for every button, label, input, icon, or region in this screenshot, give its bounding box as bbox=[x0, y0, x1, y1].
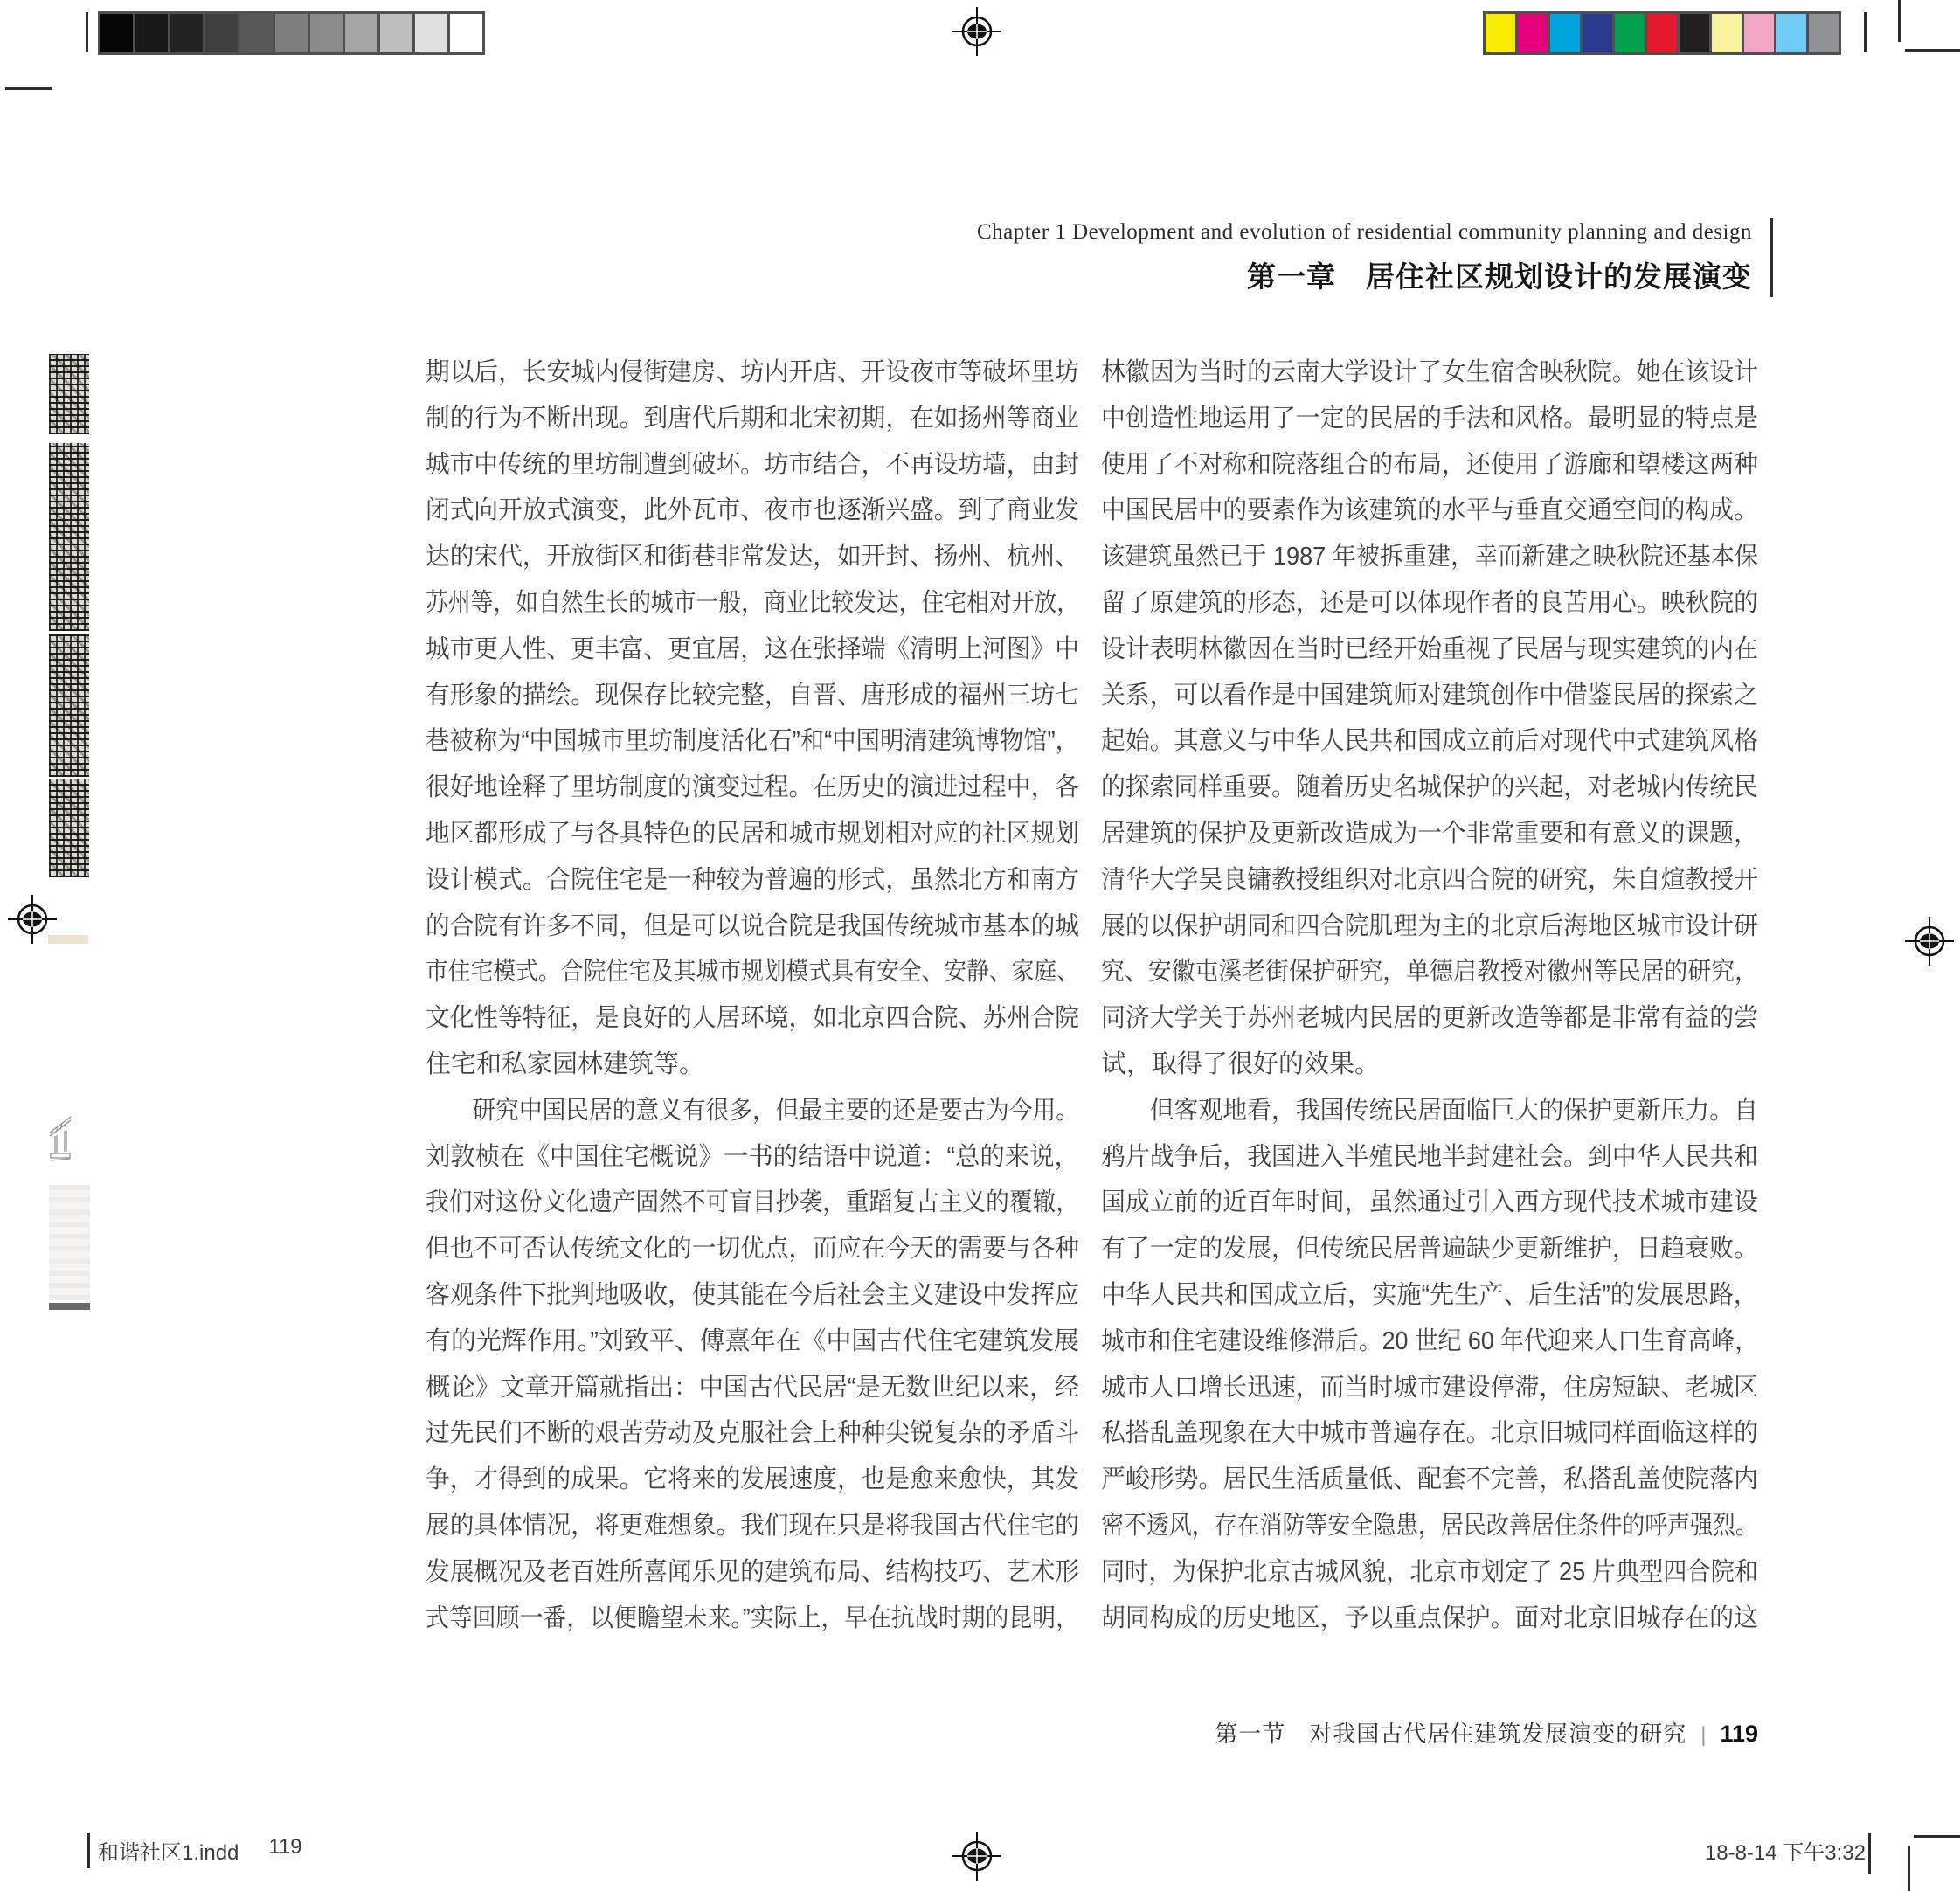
calibration-swatch bbox=[1712, 14, 1742, 52]
text-line: 城市中传统的里坊制遭到破坏。坊市结合，不再设坊墙，由封 bbox=[426, 450, 1079, 479]
text-line: 闭式向开放式演变，此外瓦市、夜市也逐渐兴盛。到了商业发 bbox=[426, 496, 1079, 525]
text-line: 有了一定的发展，但传统民居普遍缺少更新维护，日趋衰败。 bbox=[1101, 1235, 1758, 1264]
text-line: 城市更人性、更丰富、更宜居，这在张择端《清明上河图》中 bbox=[426, 634, 1079, 663]
text-line: 期以后，长安城内侵街建房、坊内开店、开设夜市等破坏里坊 bbox=[426, 358, 1079, 386]
margin-beige-strip bbox=[48, 935, 88, 944]
crop-mark bbox=[1914, 1835, 1960, 1838]
text-line: 使用了不对称和院落组合的布局，还使用了游廊和望楼这两种 bbox=[1101, 450, 1758, 479]
crop-mark bbox=[1905, 49, 1960, 52]
text-line: 究、安徽屯溪老街保护研究，单德启教授对徽州等民居的研究， bbox=[1101, 958, 1758, 987]
calibration-swatch bbox=[1647, 14, 1677, 52]
calibration-swatch bbox=[1809, 14, 1839, 52]
calibration-swatch bbox=[100, 14, 133, 52]
page-footer bbox=[1215, 1716, 1758, 1749]
margin-faint-strip bbox=[49, 1185, 90, 1300]
text-line: 刘敦桢在《中国住宅概说》一书的结语中说道：“总的来说， bbox=[426, 1142, 1079, 1171]
text-line: 但也不可否认传统文化的一切优点，而应在今天的需要与各种 bbox=[426, 1235, 1079, 1264]
registration-mark-icon bbox=[1905, 917, 1954, 966]
text-column-right bbox=[1101, 350, 1758, 1641]
registration-mark-icon bbox=[952, 1832, 1001, 1881]
text-line: 客观条件下批判地吸收，使其能在今后社会主义建设中发挥应 bbox=[426, 1280, 1079, 1309]
text-line: 地区都形成了与各具特色的民居和城市规划相对应的社区规划 bbox=[426, 819, 1079, 848]
text-line: 城市和住宅建设维修滞后。20 世纪 60 年代迎来人口生育高峰， bbox=[1101, 1326, 1758, 1355]
calibration-swatch bbox=[450, 14, 482, 52]
crop-mark bbox=[1864, 12, 1867, 52]
text-line: 设计表明林徽因在当时已经开始重视了民居与现实建筑的内在 bbox=[1101, 634, 1758, 663]
calibration-swatch bbox=[415, 14, 447, 52]
text-line: 国成立前的近百年时间，虽然通过引入西方现代技术城市建设 bbox=[1101, 1188, 1758, 1217]
text-line: 巷被称为“中国城市里坊制度活化石”和“中国明清建筑博物馆”， bbox=[426, 727, 1079, 756]
text-line: 文化性等特征，是良好的人居环境，如北京四合院、苏州合院 bbox=[426, 1004, 1079, 1033]
text-line: 概论》文章开篇就指出：中国古代民居“是无数世纪以来，经 bbox=[426, 1373, 1079, 1402]
calibration-swatch bbox=[205, 14, 238, 52]
text-line: 式等回顾一番，以便瞻望未来。”实际上，早在抗战时期的昆明， bbox=[426, 1604, 1079, 1632]
text-line: 有形象的描绘。现保存比较完整，自晋、唐形成的福州三坊七 bbox=[426, 681, 1079, 710]
page-number: 119 bbox=[1720, 1721, 1758, 1747]
text-line: 有的光辉作用。”刘致平、傅熹年在《中国古代住宅建筑发展 bbox=[426, 1326, 1079, 1355]
text-line: 我们对这份文化遗产固然不可盲目抄袭，重蹈复古主义的覆辙， bbox=[426, 1188, 1079, 1217]
margin-gray-bar bbox=[49, 1303, 90, 1310]
calibration-swatch bbox=[380, 14, 412, 52]
text-line: 密不透风，存在消防等安全隐患，居民改善居住条件的呼声强烈。 bbox=[1101, 1511, 1758, 1540]
text-line: 但客观地看，我国传统民居面临巨大的保护更新压力。自 bbox=[1101, 1096, 1758, 1125]
text-line: 私搭乱盖现象在大中城市普遍存在。北京旧城同样面临这样的 bbox=[1101, 1419, 1758, 1448]
calibration-swatch bbox=[170, 14, 203, 52]
footer-separator: | bbox=[1700, 1723, 1707, 1747]
calibration-swatch bbox=[345, 14, 377, 52]
calibration-swatch bbox=[1550, 14, 1580, 52]
margin-map-thumbnail bbox=[49, 354, 89, 434]
text-line: 达的宋代，开放街区和街巷非常发达，如开封、扬州、杭州、 bbox=[426, 543, 1079, 571]
calibration-swatch bbox=[1615, 14, 1645, 52]
calibration-swatch bbox=[240, 14, 273, 52]
text-line: 中国民居中的要素作为该建筑的水平与垂直交通空间的构成。 bbox=[1101, 496, 1758, 525]
calibration-swatch bbox=[275, 14, 308, 52]
text-line: 起始。其意义与中华人民共和国成立前后对现代中式建筑风格 bbox=[1101, 727, 1758, 756]
text-column-left bbox=[426, 350, 1079, 1641]
text-line: 苏州等，如自然生长的城市一般，商业比较发达，住宅相对开放， bbox=[426, 588, 1079, 617]
margin-map-thumbnail bbox=[49, 443, 89, 631]
calibration-swatch bbox=[1744, 14, 1774, 52]
calibration-swatch bbox=[1680, 14, 1709, 52]
crop-mark bbox=[1908, 1846, 1910, 1891]
calibration-swatch bbox=[1518, 14, 1548, 52]
text-line: 关系，可以看作是中国建筑师对建筑创作中借鉴民居的探索之 bbox=[1101, 681, 1758, 710]
crop-mark bbox=[87, 1833, 90, 1868]
text-line: 中创造性地运用了一定的民居的手法和风格。最明显的特点是 bbox=[1101, 404, 1758, 433]
chapter-title-chinese: 第一章 居住社区规划设计的发展演变 bbox=[1247, 260, 1752, 293]
header-rule bbox=[1770, 218, 1773, 297]
slug-file: 和谐社区1.indd bbox=[98, 1841, 239, 1865]
text-line: 城市人口增长迅速，而当时城市建设停滞，住房短缺、老城区 bbox=[1101, 1373, 1758, 1402]
text-line: 设计模式。合院住宅是一种较为普遍的形式，虽然北方和南方 bbox=[426, 865, 1079, 894]
text-line: 很好地诠释了里坊制度的演变过程。在历史的演进过程中，各 bbox=[426, 773, 1079, 802]
text-line: 的合院有许多不同，但是可以说合院是我国传统城市基本的城 bbox=[426, 911, 1079, 940]
text-line: 严峻形势。居民生活质量低、配套不完善，私搭乱盖使院落内 bbox=[1101, 1465, 1758, 1494]
text-line: 该建筑虽然已于 1987 年被拆重建，幸而新建之映秋院还基本保 bbox=[1101, 543, 1758, 571]
crop-mark bbox=[5, 87, 52, 90]
calibration-swatch bbox=[135, 14, 168, 52]
text-line: 同时，为保护北京古城风貌，北京市划定了 25 片典型四合院和 bbox=[1101, 1557, 1758, 1586]
text-line: 住宅和私家园林建筑等。 bbox=[426, 1049, 705, 1078]
crop-mark bbox=[1868, 1833, 1871, 1874]
text-line: 发展概况及老百姓所喜闻乐见的建筑布局、结构技巧、艺术形 bbox=[426, 1557, 1079, 1586]
slug-page: 119 bbox=[268, 1835, 302, 1859]
section-title: 第一节 对我国古代居住建筑发展演变的研究 bbox=[1215, 1721, 1687, 1747]
text-line: 同济大学关于苏州老城内民居的更新改造等都是非常有益的尝 bbox=[1101, 1004, 1758, 1033]
calibration-swatch bbox=[1583, 14, 1612, 52]
text-line: 中华人民共和国成立后，实施“先生产、后生活”的发展思路， bbox=[1101, 1280, 1758, 1309]
text-line: 清华大学吴良镛教授组织对北京四合院的研究，朱自煊教授开 bbox=[1101, 865, 1758, 894]
text-line: 的探索同样重要。随着历史名城保护的兴起，对老城内传统民 bbox=[1101, 773, 1758, 802]
slug-filename bbox=[98, 1835, 302, 1866]
calibration-swatch bbox=[310, 14, 343, 52]
text-line: 居建筑的保护及更新改造成为一个非常重要和有意义的课题， bbox=[1101, 819, 1758, 848]
text-line: 鸦片战争后，我国进入半殖民地半封建社会。到中华人民共和 bbox=[1101, 1142, 1758, 1171]
margin-building-sketch bbox=[49, 1115, 72, 1169]
text-line: 胡同构成的历史地区，予以重点保护。面对北京旧城存在的这 bbox=[1101, 1604, 1758, 1632]
chapter-title-english: Chapter 1 Development and evolution of residential community planning and design bbox=[976, 220, 1752, 244]
text-line: 试，取得了很好的效果。 bbox=[1101, 1049, 1381, 1078]
text-line: 市住宅模式。合院住宅及其城市规划模式具有安全、安静、家庭、 bbox=[426, 958, 1079, 987]
text-line: 研究中国民居的意义有很多，但最主要的还是要古为今用。 bbox=[426, 1096, 1079, 1125]
text-line: 制的行为不断出现。到唐代后期和北宋初期，在如扬州等商业 bbox=[426, 404, 1079, 433]
text-line: 林徽因为当时的云南大学设计了女生宿舍映秋院。她在该设计 bbox=[1101, 358, 1758, 386]
crop-mark bbox=[86, 12, 88, 52]
calibration-swatch bbox=[1486, 14, 1515, 52]
grayscale-calibration-bar bbox=[98, 11, 485, 55]
text-line: 留了原建筑的形态，还是可以体现作者的良苦用心。映秋院的 bbox=[1101, 588, 1758, 617]
margin-map-thumbnail bbox=[49, 779, 89, 877]
margin-map-thumbnail bbox=[49, 634, 89, 777]
slug-datetime: 18-8-14 下午3:32 bbox=[1704, 1841, 1866, 1865]
text-line: 展的以保护胡同和四合院肌理为主的北京后海地区城市设计研 bbox=[1101, 911, 1758, 940]
crop-mark bbox=[1898, 0, 1901, 42]
calibration-swatch bbox=[1776, 14, 1806, 52]
color-calibration-bar bbox=[1483, 11, 1841, 55]
text-line: 争，才得到的成果。它将来的发展速度，也是愈来愈快，其发 bbox=[426, 1465, 1079, 1494]
text-line: 过先民们不断的艰苦劳动及克服社会上种种尖锐复杂的矛盾斗 bbox=[426, 1419, 1079, 1448]
text-line: 展的具体情况，将更难想象。我们现在只是将我国古代住宅的 bbox=[426, 1511, 1079, 1540]
registration-mark-icon bbox=[952, 7, 1001, 56]
